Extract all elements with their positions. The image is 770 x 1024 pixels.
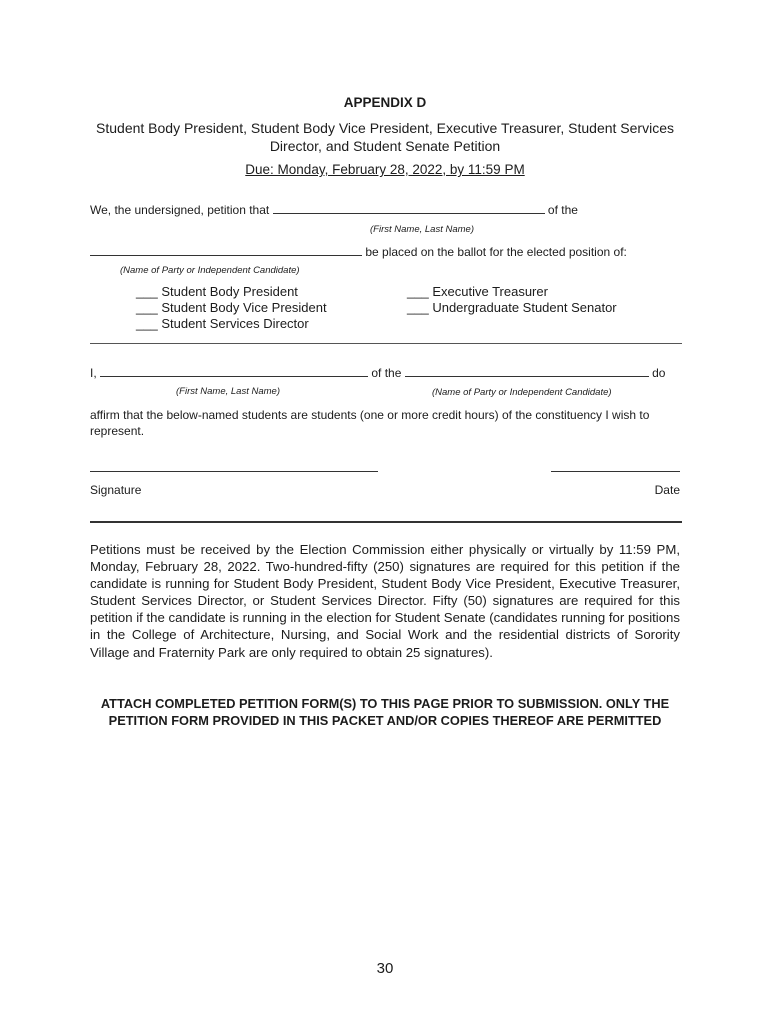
- position-label: Student Services Director: [161, 316, 309, 331]
- position-label: Student Body Vice President: [161, 300, 327, 315]
- position-label: Student Body President: [161, 284, 298, 299]
- affirm-suffix: do: [652, 366, 666, 380]
- affirm-party-field[interactable]: [405, 365, 649, 377]
- position-checkbox-blank: ___: [136, 284, 158, 299]
- position-option[interactable]: [407, 284, 617, 300]
- position-checkbox-blank: ___: [136, 300, 158, 315]
- affirm-party-hint: (Name of Party or Independent Candidate): [432, 387, 612, 398]
- petition-line-1: [90, 202, 578, 217]
- date-label: Date: [654, 483, 680, 497]
- party-name-field[interactable]: [90, 244, 362, 256]
- petition-title: Student Body President, Student Body Vice President, Executive Treasurer, Student Services Director, and Student Senate Petition: [96, 120, 674, 154]
- affirm-name-hint: (First Name, Last Name): [176, 386, 280, 397]
- section-divider-thick: [90, 521, 682, 523]
- appendix-heading: APPENDIX D: [343, 95, 427, 110]
- due-date: [0, 162, 770, 177]
- position-checkbox-blank: ___: [407, 284, 429, 299]
- position-checkbox-blank: ___: [407, 300, 429, 315]
- affirm-line: [90, 365, 665, 380]
- position-option[interactable]: [136, 316, 327, 332]
- position-checkbox-blank: ___: [136, 316, 158, 331]
- date-line[interactable]: [551, 471, 680, 472]
- signature-line[interactable]: [90, 471, 378, 472]
- page-number: 30: [376, 960, 394, 977]
- attach-notice: ATTACH COMPLETED PETITION FORM(S) TO THIS PAGE PRIOR TO SUBMISSION. ONLY THE PETITION FORM PROVIDED IN THIS PACKET AND/OR COPIES THEREOF ARE PERMITTED: [100, 696, 670, 728]
- position-option[interactable]: [136, 284, 327, 300]
- petition-line-1-prefix: We, the undersigned, petition that: [90, 203, 270, 217]
- positions-left: [136, 284, 327, 332]
- position-label: Executive Treasurer: [432, 284, 548, 299]
- due-date-text: Due: Monday, February 28, 2022, by 11:59 PM: [245, 162, 525, 177]
- affirm-middle: of the: [371, 366, 402, 380]
- candidate-name-hint: (First Name, Last Name): [370, 224, 474, 235]
- signature-label: Signature: [90, 483, 142, 497]
- candidate-name-field[interactable]: [273, 202, 545, 214]
- petition-line-2: [90, 244, 627, 259]
- affirm-text: affirm that the below-named students are students (one or more credit hours) of the constituency I wish to represent.: [90, 408, 650, 438]
- petition-line-2-suffix: be placed on the ballot for the elected position of:: [365, 245, 627, 259]
- instructions-paragraph: Petitions must be received by the Election Commission either physically or virtually by 11:59 PM, Monday, February 28, 2022. Two-hundred-fifty (250) signatures are required for this petition if the candidate is running for Student Body President, Student Body Vice President, Executive Treasurer, Student Services Director, or Student Services Director. Fifty (50) signatures are required for this petition if the candidate is running in the election for Student Senate (candidates running for positions in the College of Architecture, Nursing, and Social Work and the residential districts of Sorority Village and Fraternity Park are only required to obtain 25 signatures).: [90, 542, 680, 660]
- affirm-name-field[interactable]: [100, 365, 368, 377]
- position-label: Undergraduate Student Senator: [432, 300, 617, 315]
- position-option[interactable]: [136, 300, 327, 316]
- petition-line-1-suffix: of the: [547, 203, 578, 217]
- positions-right: [407, 284, 617, 316]
- party-name-hint: (Name of Party or Independent Candidate): [120, 265, 300, 276]
- section-divider: [90, 343, 682, 344]
- position-option[interactable]: [407, 300, 617, 316]
- affirm-prefix: I,: [90, 366, 97, 380]
